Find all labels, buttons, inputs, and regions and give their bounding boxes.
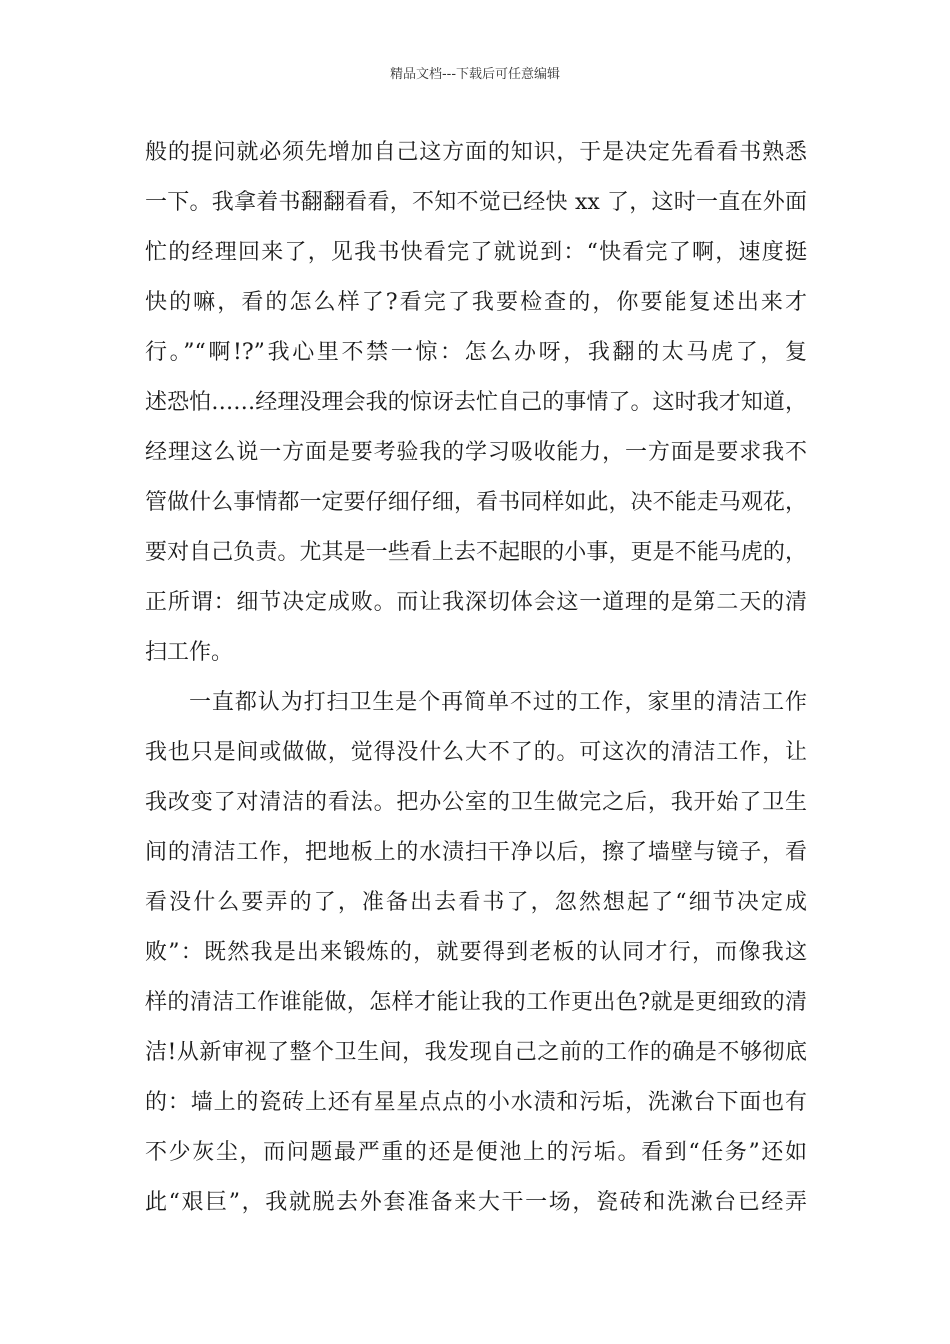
text-line: 洁!从新审视了整个卫生间，我发现自己之前的工作的确是不够彻底 (145, 1040, 807, 1065)
text-line: 经理这么说一方面是要考验我的学习吸收能力，一方面是要求我不 (145, 440, 807, 465)
text-line: 要对自己负责。尤其是一些看上去不起眼的小事，更是不能马虎的， (145, 540, 807, 565)
paragraph-2 (145, 678, 807, 1228)
text-line: 扫工作。 (145, 640, 234, 665)
text-line: 此“艰巨”，我就脱去外套准备来大干一场，瓷砖和洗漱台已经弄 (145, 1190, 807, 1215)
text-line: 不少灰尘，而问题最严重的还是便池上的污垢。看到“任务”还如 (145, 1140, 807, 1165)
document-body (145, 128, 807, 1228)
text-line: 的：墙上的瓷砖上还有星星点点的小水渍和污垢，洗漱台下面也有 (145, 1090, 807, 1115)
paragraph-1 (145, 128, 807, 678)
text-line: 一直都认为打扫卫生是个再简单不过的工作，家里的清洁工作 (189, 690, 807, 715)
text-line: 我也只是间或做做，觉得没什么大不了的。可这次的清洁工作，让 (145, 740, 807, 765)
page-header: 精品文档---下载后可任意编辑 (389, 67, 561, 82)
text-line: 忙的经理回来了，见我书快看完了就说到：“快看完了啊，速度挺 (145, 240, 807, 265)
text-line: 述恐怕……经理没理会我的惊讶去忙自己的事情了。这时我才知道， (145, 390, 807, 415)
text-line: 行。”“啊!?”我心里不禁一惊：怎么办呀，我翻的太马虎了，复 (145, 340, 807, 365)
text-line: 败”：既然我是出来锻炼的，就要得到老板的认同才行，而像我这 (145, 940, 807, 965)
text-line: 样的清洁工作谁能做，怎样才能让我的工作更出色?就是更细致的清 (145, 990, 807, 1015)
text-line: 般的提问就必须先增加自己这方面的知识，于是决定先看看书熟悉 (145, 140, 807, 165)
text-line: 我改变了对清洁的看法。把办公室的卫生做完之后，我开始了卫生 (145, 790, 807, 815)
text-line: 一下。我拿着书翻翻看看，不知不觉已经快 xx 了，这时一直在外面 (145, 190, 807, 215)
text-line: 管做什么事情都一定要仔细仔细，看书同样如此，决不能走马观花， (145, 490, 807, 515)
text-line: 正所谓：细节决定成败。而让我深切体会这一道理的是第二天的清 (145, 590, 807, 615)
text-line: 快的嘛，看的怎么样了?看完了我要检查的，你要能复述出来才 (145, 290, 807, 315)
text-line: 间的清洁工作，把地板上的水渍扫干净以后，擦了墙壁与镜子，看 (145, 840, 807, 865)
text-line: 看没什么要弄的了，准备出去看书了，忽然想起了“细节决定成 (145, 890, 807, 915)
